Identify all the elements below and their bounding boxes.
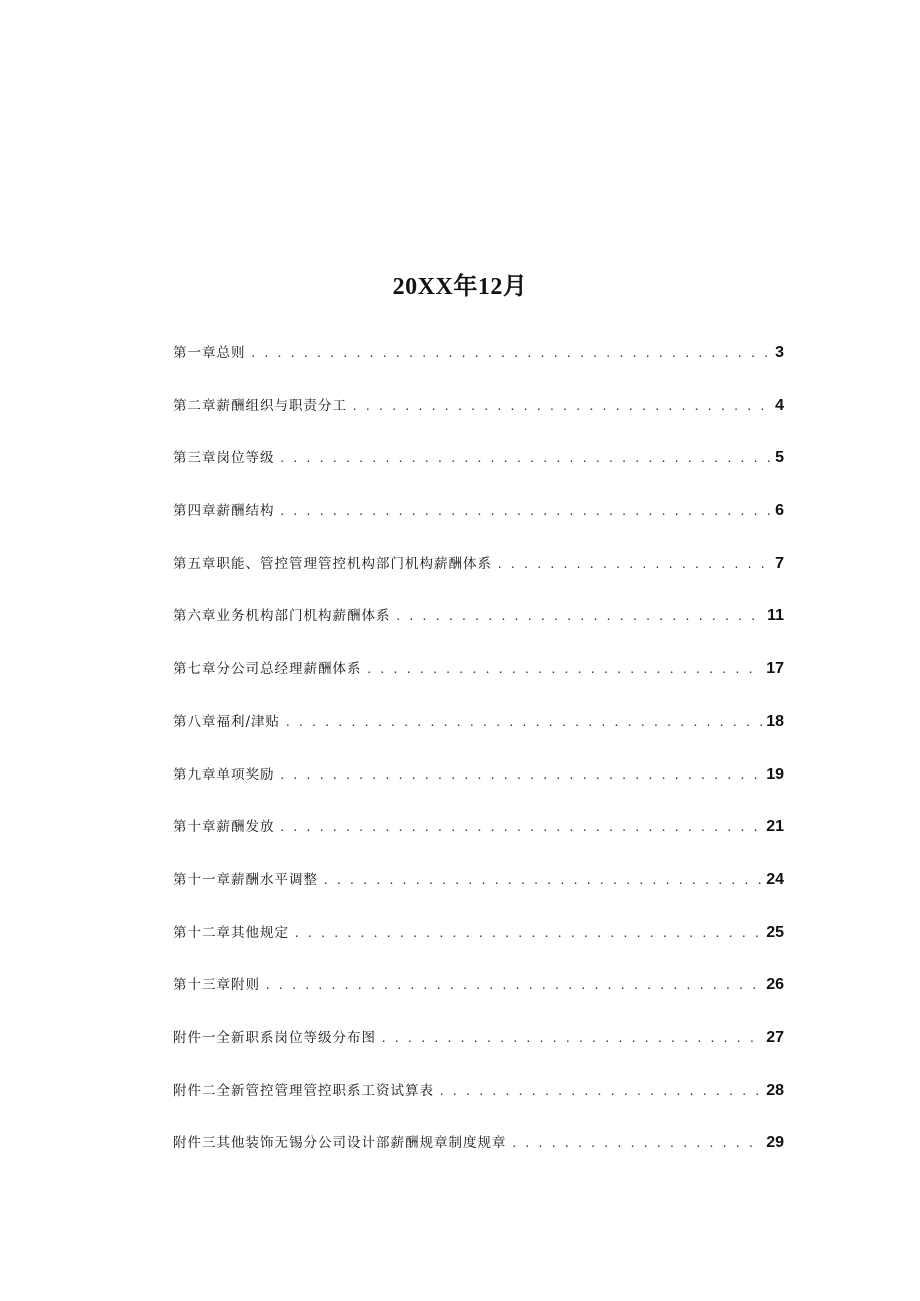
toc-entry[interactable]: [173, 657, 784, 710]
toc-entry-page-number[interactable]: 5: [775, 449, 784, 467]
toc-entry-title[interactable]: 第二章薪酬组织与职责分工: [173, 397, 347, 414]
toc-entry-title[interactable]: 第五章职能、管控管理管控机构部门机构薪酬体系: [173, 555, 492, 572]
toc-dot-leader: [252, 345, 772, 361]
toc-entry[interactable]: [173, 552, 784, 605]
toc-entry-page-number[interactable]: 27: [766, 1028, 784, 1046]
toc-entry-page-number[interactable]: 4: [775, 396, 784, 414]
toc-entry[interactable]: [173, 868, 784, 921]
toc-dot-leader: [382, 1030, 762, 1046]
toc-entry-page-number[interactable]: 28: [766, 1081, 784, 1099]
toc-dot-leader: [266, 977, 762, 993]
toc-entry[interactable]: [173, 341, 784, 394]
toc-entry-page-number[interactable]: 29: [766, 1134, 784, 1152]
toc-entry-title[interactable]: 第四章薪酬结构: [173, 503, 275, 520]
toc-entry-title[interactable]: 第九章单项奖励: [173, 766, 275, 783]
toc-dot-leader: [281, 767, 763, 783]
toc-entry-title[interactable]: 附件二全新管控管理管控职系工资试算表: [173, 1082, 434, 1099]
toc-entry-title[interactable]: 附件三其他装饰无锡分公司设计部薪酬规章制度规章: [173, 1135, 507, 1152]
date-heading: 20XX年12月: [392, 274, 528, 300]
toc-dot-leader: [281, 450, 772, 466]
toc-entry-page-number[interactable]: 18: [766, 712, 784, 730]
toc-entry[interactable]: [173, 446, 784, 499]
toc-entry[interactable]: [173, 1131, 784, 1184]
toc-entry-title[interactable]: 第十一章薪酬水平调整: [173, 871, 318, 888]
toc-entry-title[interactable]: 附件一全新职系岗位等级分布图: [173, 1029, 376, 1046]
toc-entry-page-number[interactable]: 17: [766, 660, 784, 678]
toc-entry[interactable]: [173, 1026, 784, 1079]
toc-entry[interactable]: [173, 921, 784, 974]
toc-dot-leader: [281, 819, 763, 835]
toc-entry-title[interactable]: 第八章福利/津贴: [173, 713, 281, 730]
toc-dot-leader: [440, 1083, 762, 1099]
toc-entry-title[interactable]: 第十二章其他规定: [173, 924, 289, 941]
toc-entry-page-number[interactable]: 6: [775, 502, 784, 520]
toc-entry-page-number[interactable]: 3: [775, 344, 784, 361]
table-of-contents: [173, 341, 784, 1184]
toc-entry-page-number[interactable]: 21: [766, 818, 784, 836]
toc-dot-leader: [513, 1135, 763, 1151]
toc-dot-leader: [295, 925, 762, 941]
toc-entry-title[interactable]: 第十三章附则: [173, 977, 260, 994]
toc-dot-leader: [281, 503, 772, 519]
toc-entry-page-number[interactable]: 7: [775, 554, 784, 572]
toc-entry[interactable]: [173, 1079, 784, 1132]
toc-entry-page-number[interactable]: 26: [766, 976, 784, 994]
toc-entry[interactable]: [173, 394, 784, 447]
toc-dot-leader: [368, 661, 763, 677]
toc-dot-leader: [324, 872, 762, 888]
toc-entry-title[interactable]: 第七章分公司总经理薪酬体系: [173, 661, 362, 678]
toc-entry-title[interactable]: 第一章总则: [173, 345, 246, 361]
toc-entry[interactable]: [173, 815, 784, 868]
toc-entry-page-number[interactable]: 25: [766, 923, 784, 941]
toc-dot-leader: [353, 398, 771, 414]
toc-entry[interactable]: [173, 604, 784, 657]
toc-dot-leader: [397, 608, 764, 624]
toc-entry-page-number[interactable]: 19: [766, 765, 784, 783]
toc-entry-title[interactable]: 第六章业务机构部门机构薪酬体系: [173, 608, 391, 625]
toc-entry[interactable]: [173, 499, 784, 552]
toc-entry-title[interactable]: 第三章岗位等级: [173, 450, 275, 467]
toc-entry-title[interactable]: 第十章薪酬发放: [173, 819, 275, 836]
toc-entry-page-number[interactable]: 11: [767, 607, 784, 625]
toc-entry[interactable]: [173, 973, 784, 1026]
toc-entry[interactable]: [173, 763, 784, 816]
toc-dot-leader: [498, 556, 771, 572]
toc-dot-leader: [286, 714, 762, 730]
toc-entry[interactable]: [173, 710, 784, 763]
toc-entry-page-number[interactable]: 24: [766, 870, 784, 888]
